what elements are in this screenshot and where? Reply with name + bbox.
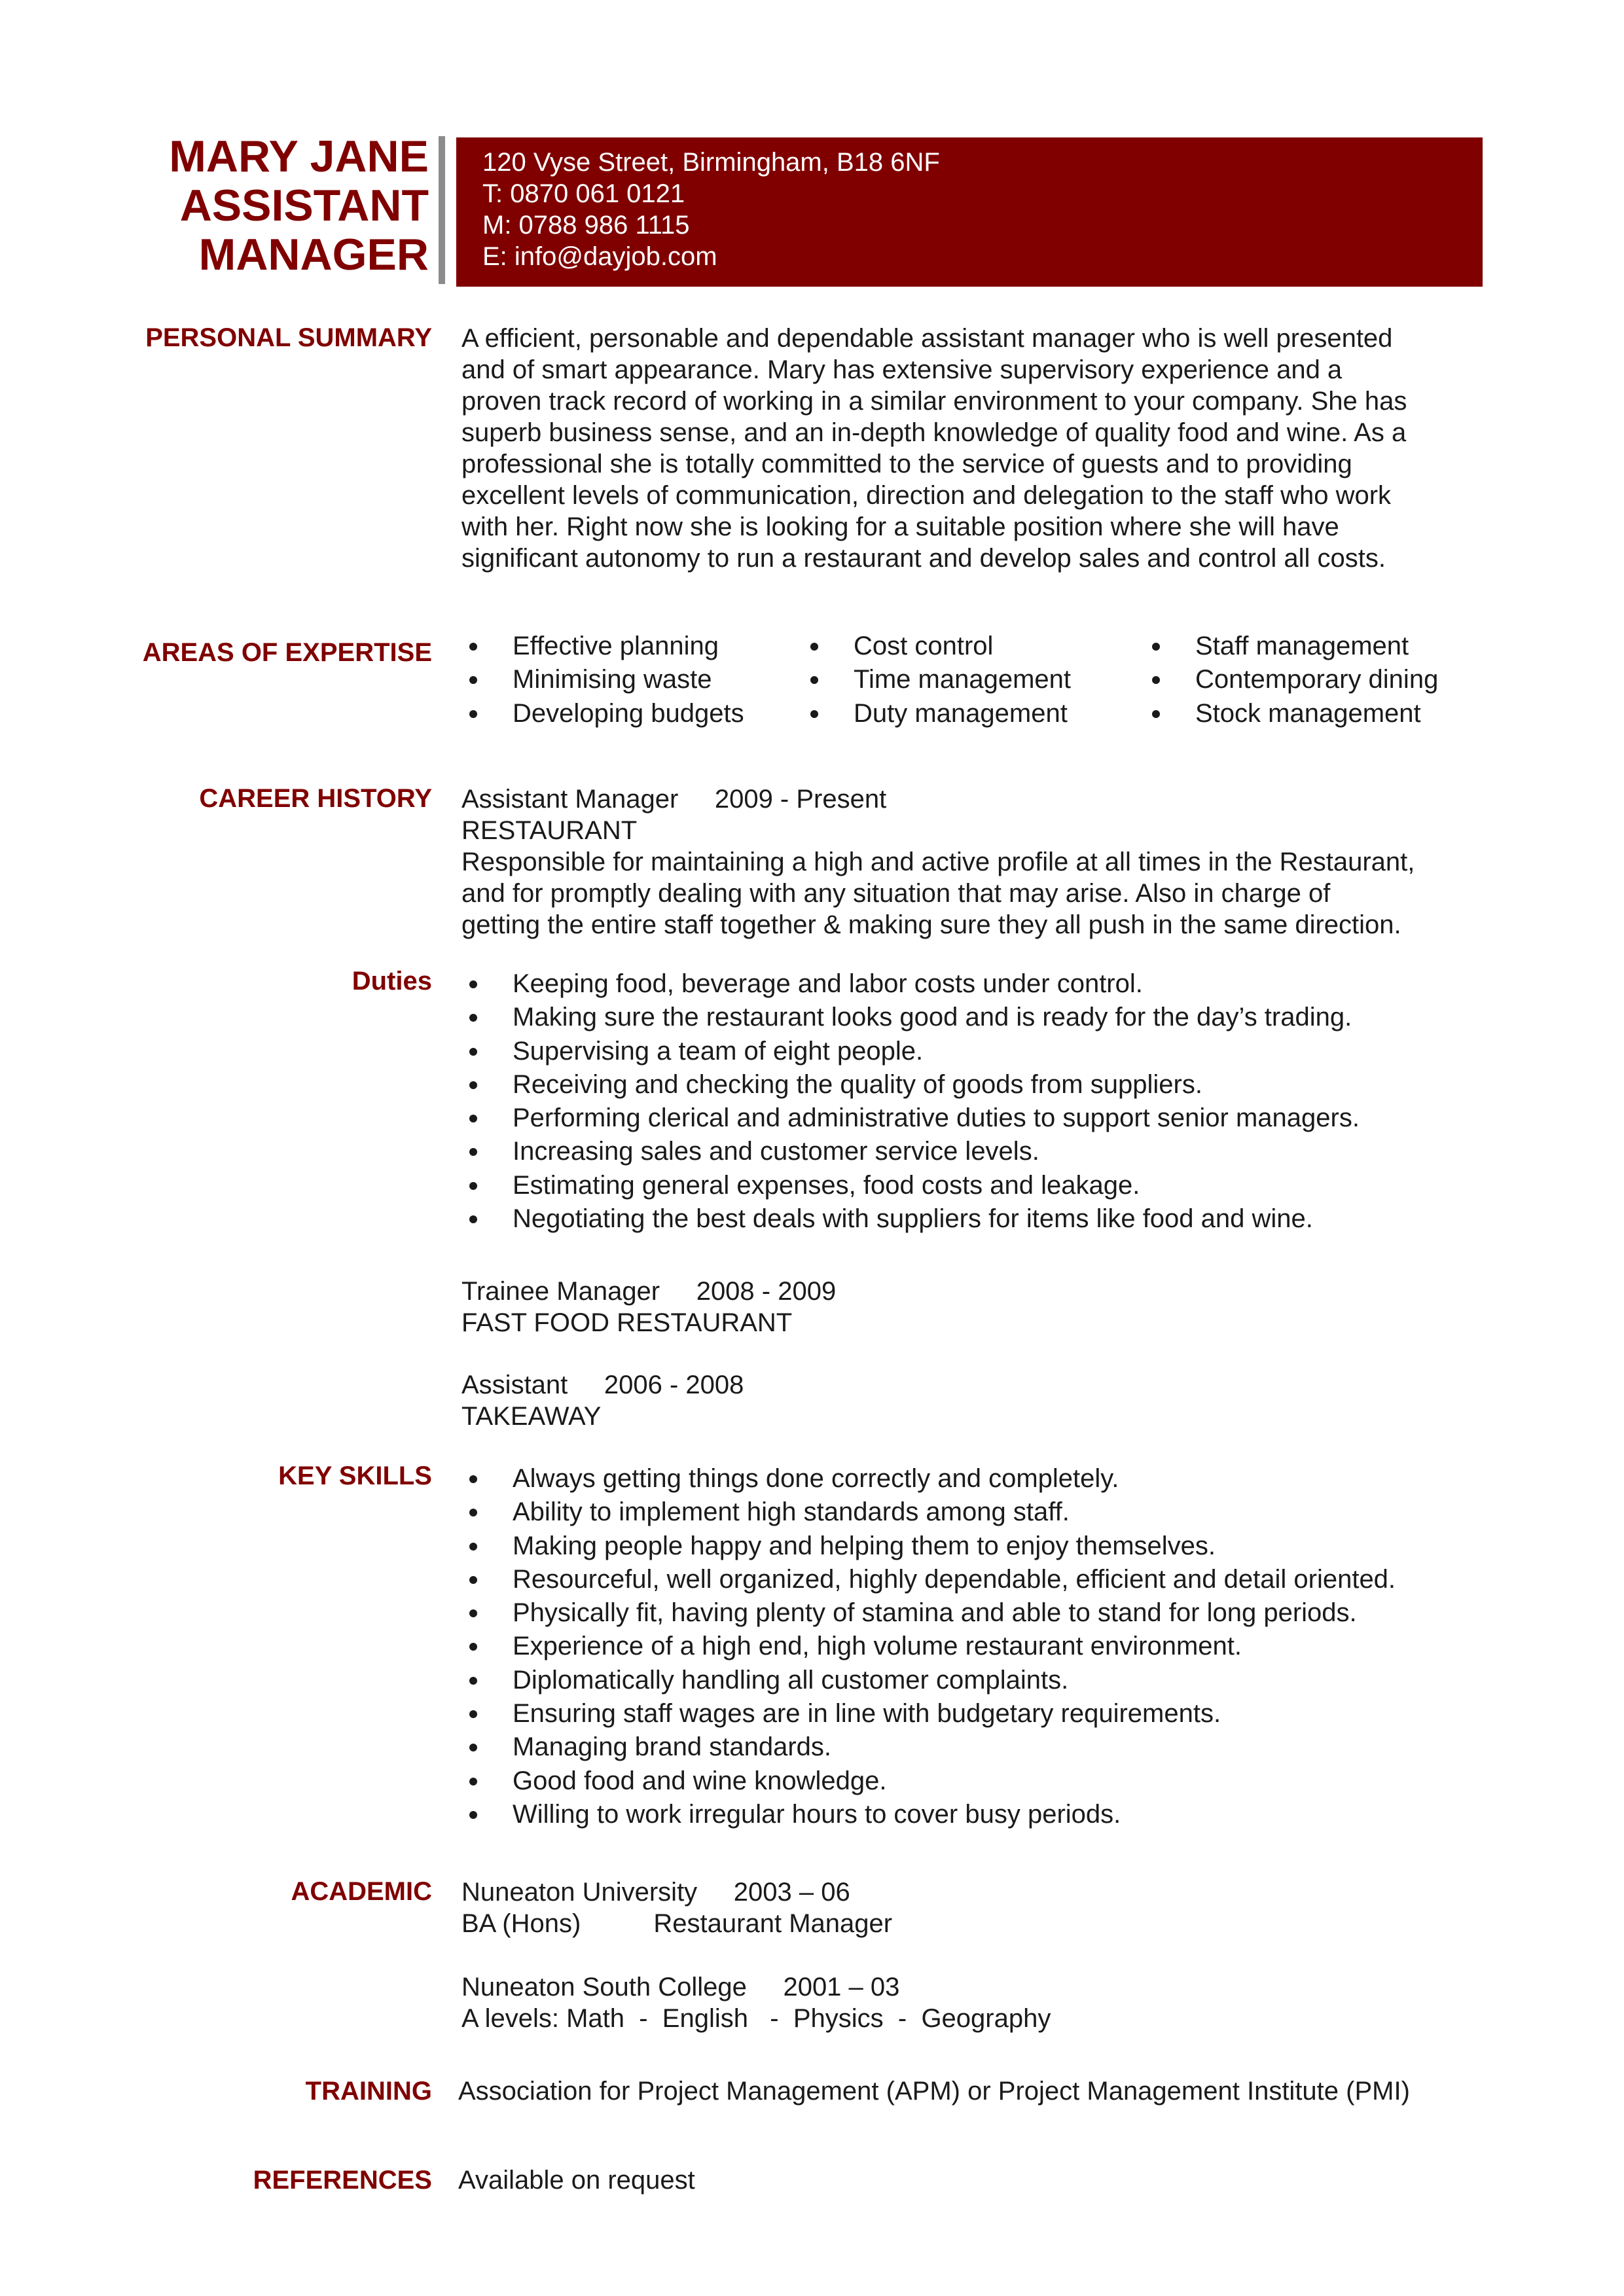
job-title-line: Assistant 2006 - 2008 xyxy=(461,1371,744,1399)
skill-item: Making people happy and helping them to enjoy themselves. xyxy=(461,1530,1396,1563)
expertise-column-2 xyxy=(803,630,1071,730)
summary-line: superb business sense, and an in-depth knowledge of quality food and wine. As a xyxy=(461,418,1407,447)
personal-summary-text xyxy=(461,323,1407,574)
job-employer: TAKEAWAY xyxy=(461,1402,602,1431)
academic-qualification: BA (Hons) Restaurant Manager xyxy=(461,1909,893,1938)
section-label-duties: Duties xyxy=(352,967,432,996)
section-label-training: TRAINING xyxy=(305,2077,432,2106)
section-label-key-skills: KEY SKILLS xyxy=(278,1462,432,1490)
academic-institution: Nuneaton University 2003 – 06 xyxy=(461,1878,850,1907)
job-description-line: Responsible for maintaining a high and active profile at all times in the Restaurant, xyxy=(461,848,1415,876)
job-employer: FAST FOOD RESTAURANT xyxy=(461,1308,793,1337)
skill-item: Ensuring staff wages are in line with budgetary requirements. xyxy=(461,1697,1396,1731)
expertise-column-1 xyxy=(461,630,744,730)
job-title-line-2: MANAGER xyxy=(198,230,429,279)
duty-item: Performing clerical and administrative duties to support senior managers. xyxy=(461,1102,1360,1135)
name-title-block xyxy=(131,132,429,279)
section-label-personal-summary: PERSONAL SUMMARY xyxy=(145,323,432,352)
duty-item: Increasing sales and customer service levels. xyxy=(461,1135,1360,1168)
skill-item: Diplomatically handling all customer complaints. xyxy=(461,1664,1396,1697)
references-text: Available on request xyxy=(458,2166,695,2195)
contact-mobile: M: 0788 986 1115 xyxy=(482,211,690,240)
job-title-line: Assistant Manager 2009 - Present xyxy=(461,785,887,814)
duty-item: Supervising a team of eight people. xyxy=(461,1035,1360,1068)
header-divider xyxy=(439,136,445,284)
expertise-item: Cost control xyxy=(803,630,1071,663)
duty-item: Making sure the restaurant looks good and is ready for the day’s trading. xyxy=(461,1001,1360,1034)
skill-item: Managing brand standards. xyxy=(461,1731,1396,1764)
job-previous-2 xyxy=(461,1369,744,1432)
section-label-areas-of-expertise: AREAS OF EXPERTISE xyxy=(142,638,432,667)
expertise-item: Developing budgets xyxy=(461,697,744,730)
academic-entry-1 xyxy=(461,1876,892,1939)
duty-item: Negotiating the best deals with suppliers for items like food and wine. xyxy=(461,1202,1360,1236)
contact-address: 120 Vyse Street, Birmingham, B18 6NF xyxy=(482,148,940,177)
job-current xyxy=(461,783,1415,941)
expertise-item: Staff management xyxy=(1144,630,1438,663)
academic-institution: Nuneaton South College 2001 – 03 xyxy=(461,1973,900,2001)
expertise-item: Time management xyxy=(803,663,1071,696)
job-employer: RESTAURANT xyxy=(461,816,638,845)
training-text: Association for Project Management (APM) or Project Management Institute (PMI) xyxy=(458,2077,1410,2106)
duties-list xyxy=(461,967,1360,1236)
summary-line: professional she is totally committed to the service of guests and to providing xyxy=(461,450,1352,478)
summary-line: A efficient, personable and dependable assistant manager who is well presented xyxy=(461,324,1393,353)
skill-item: Always getting things done correctly and completely. xyxy=(461,1462,1396,1496)
expertise-column-3 xyxy=(1144,630,1438,730)
job-description-line: getting the entire staff together & making sure they all push in the same direction. xyxy=(461,910,1401,939)
section-label-career-history: CAREER HISTORY xyxy=(199,784,432,813)
job-description-line: and for promptly dealing with any situation that may arise. Also in charge of xyxy=(461,879,1331,908)
expertise-item: Stock management xyxy=(1144,697,1438,730)
expertise-item: Contemporary dining xyxy=(1144,663,1438,696)
job-previous-1 xyxy=(461,1276,836,1338)
contact-box xyxy=(456,137,1483,287)
expertise-item: Duty management xyxy=(803,697,1071,730)
expertise-item: Minimising waste xyxy=(461,663,744,696)
academic-entry-2 xyxy=(461,1971,1051,2034)
skill-item: Physically fit, having plenty of stamina and able to stand for long periods. xyxy=(461,1596,1396,1630)
job-title-line-1: ASSISTANT xyxy=(179,181,429,230)
summary-line: proven track record of working in a similar environment to your company. She has xyxy=(461,387,1407,416)
expertise-item: Effective planning xyxy=(461,630,744,663)
skill-item: Good food and wine knowledge. xyxy=(461,1765,1396,1798)
summary-line: and of smart appearance. Mary has extensive supervisory experience and a xyxy=(461,355,1343,384)
summary-line: excellent levels of communication, direction and delegation to the staff who work xyxy=(461,481,1392,510)
candidate-name: MARY JANE xyxy=(169,132,429,181)
skill-item: Resourceful, well organized, highly dependable, efficient and detail oriented. xyxy=(461,1563,1396,1596)
section-label-academic: ACADEMIC xyxy=(291,1877,432,1906)
key-skills-list xyxy=(461,1462,1396,1831)
skill-item: Willing to work irregular hours to cover busy periods. xyxy=(461,1798,1396,1831)
contact-email[interactable]: E: info@dayjob.com xyxy=(482,242,717,271)
contact-telephone: T: 0870 061 0121 xyxy=(482,179,685,208)
skill-item: Ability to implement high standards among staff. xyxy=(461,1496,1396,1529)
summary-line: significant autonomy to run a restaurant and develop sales and control all costs. xyxy=(461,544,1386,573)
academic-qualification: A levels: Math - English - Physics - Geography xyxy=(461,2004,1051,2033)
job-title-line: Trainee Manager 2008 - 2009 xyxy=(461,1277,837,1306)
skill-item: Experience of a high end, high volume restaurant environment. xyxy=(461,1630,1396,1663)
duty-item: Receiving and checking the quality of goods from suppliers. xyxy=(461,1068,1360,1102)
section-label-references: REFERENCES xyxy=(253,2166,432,2195)
duty-item: Keeping food, beverage and labor costs under control. xyxy=(461,967,1360,1001)
duty-item: Estimating general expenses, food costs and leakage. xyxy=(461,1169,1360,1202)
summary-line: with her. Right now she is looking for a suitable position where she will have xyxy=(461,512,1339,541)
